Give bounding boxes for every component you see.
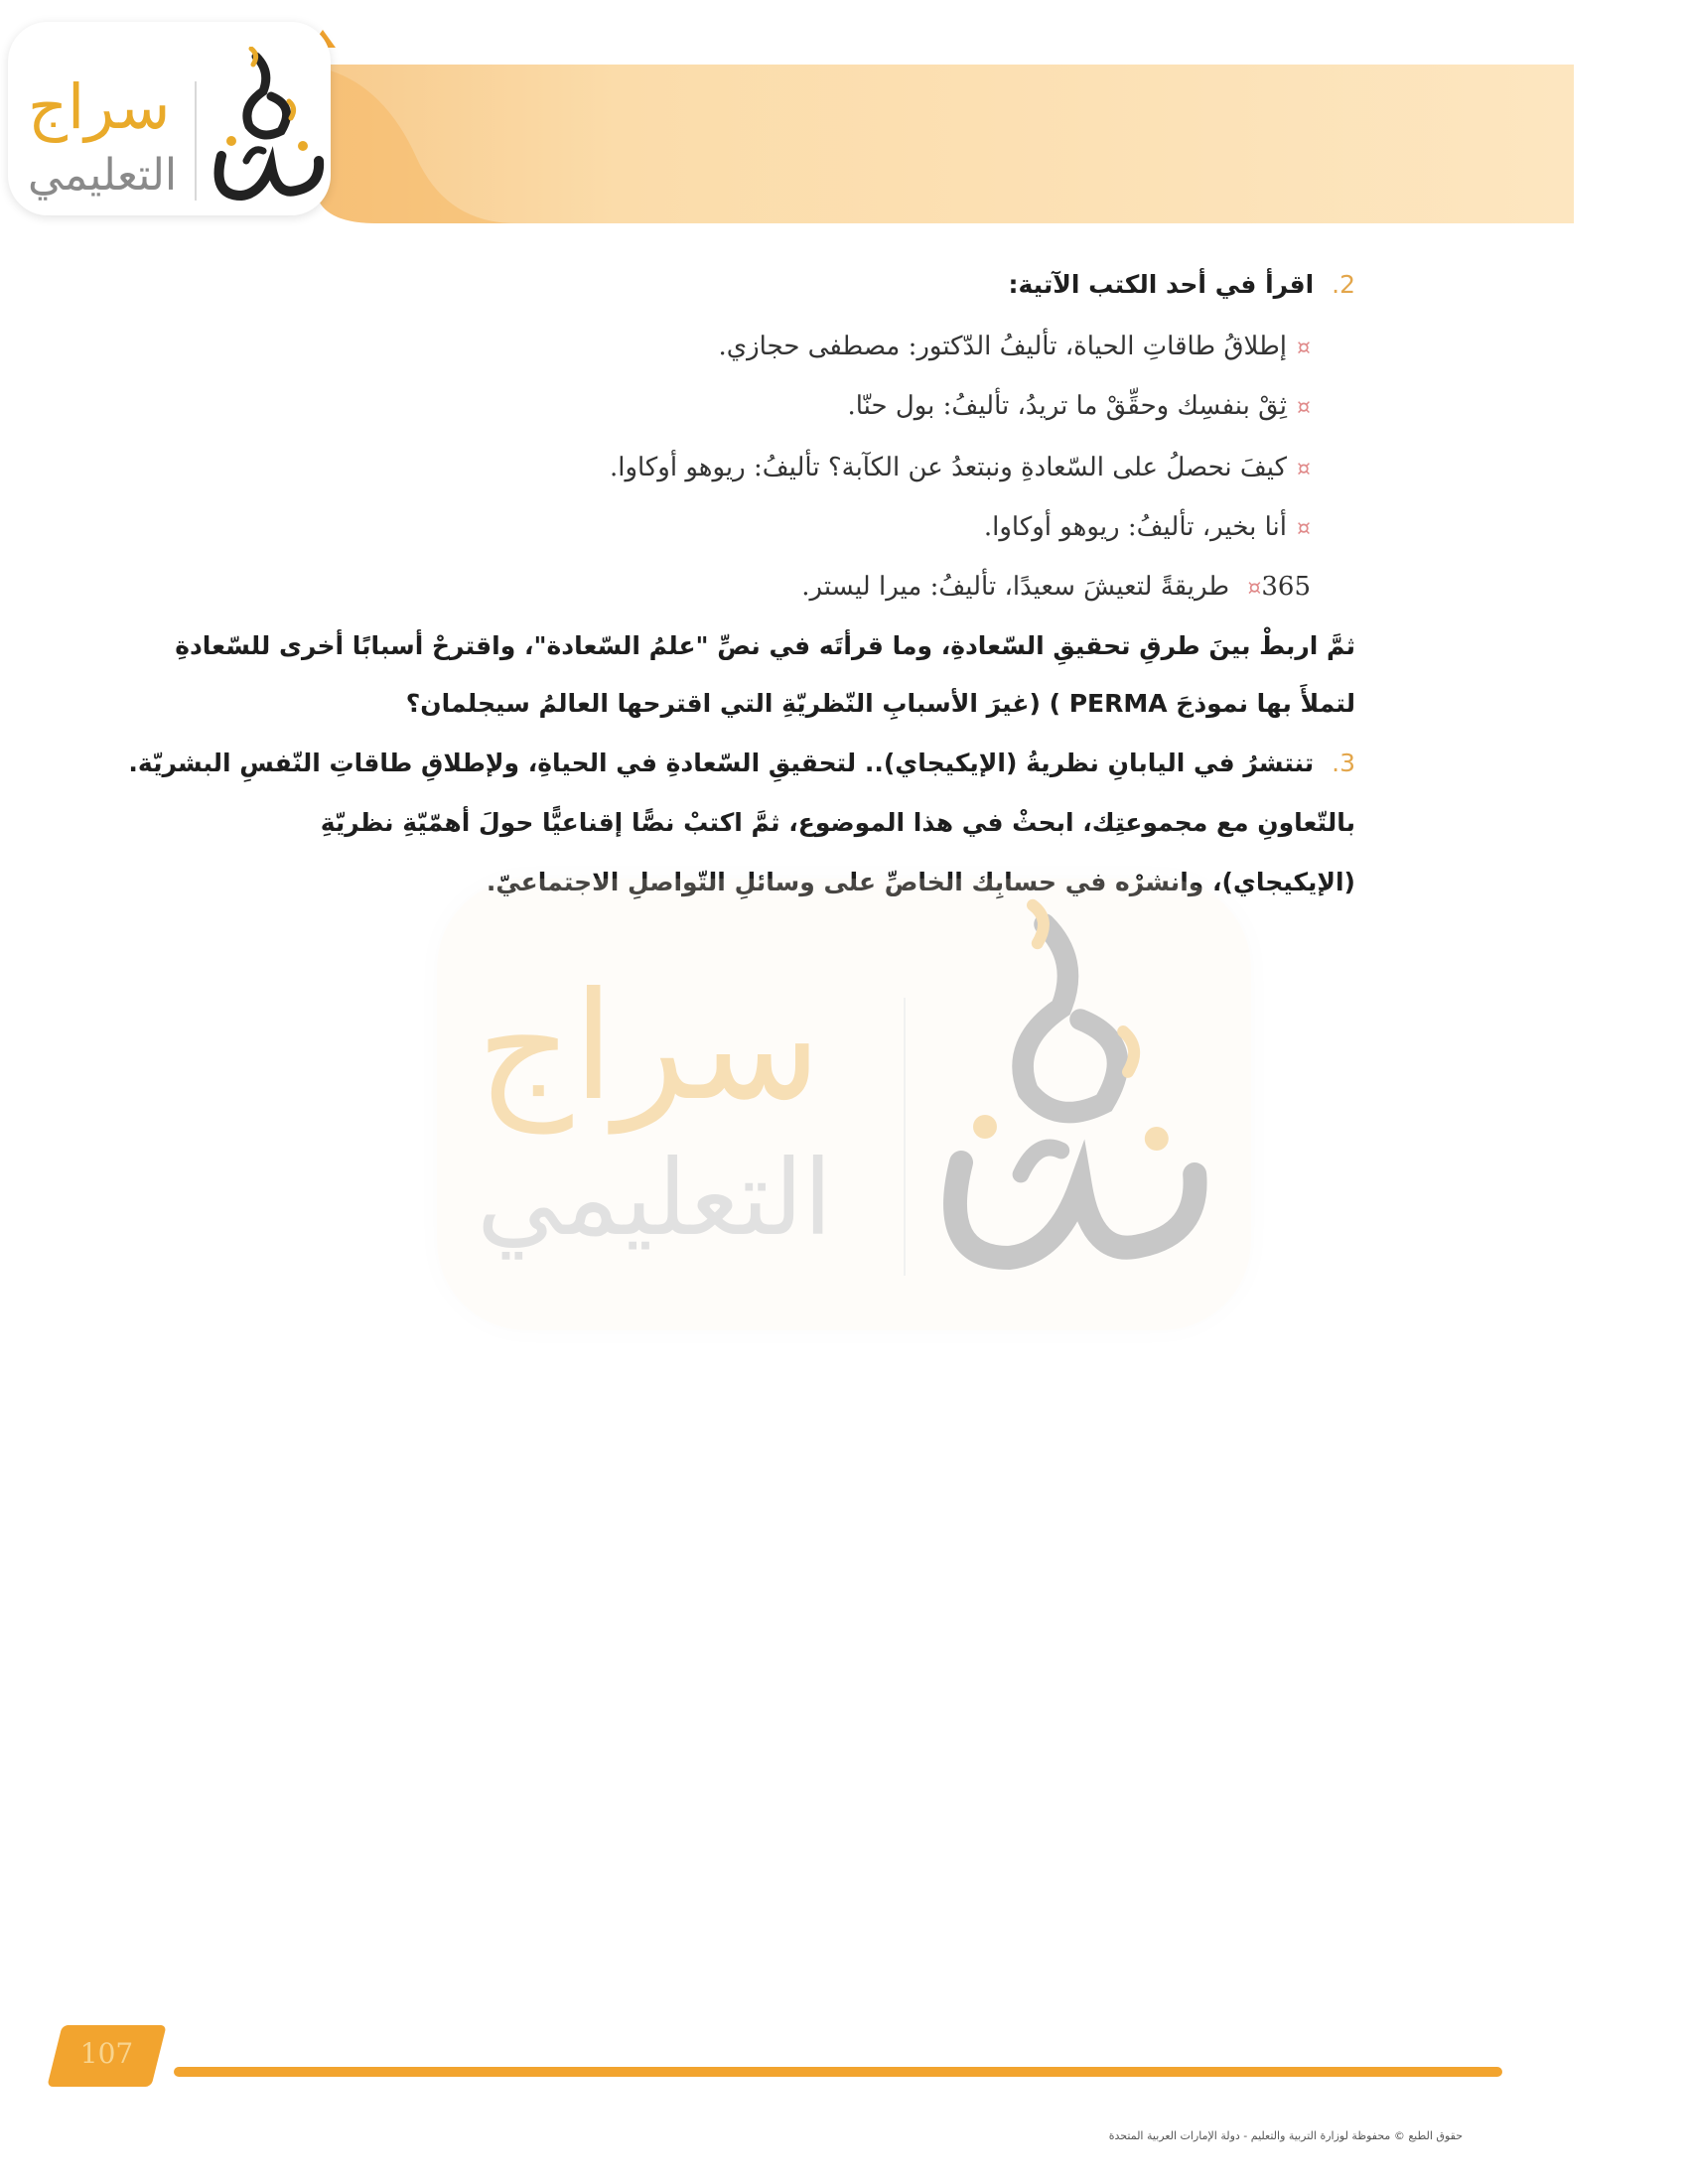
calligraphy-logo-icon [202, 47, 326, 210]
bullet-icon: ¤ [1297, 395, 1311, 420]
logo-wordmark: سراج [28, 70, 171, 143]
question-2-prompt: 2.اقرأ في أحد الكتب الآتية: [1008, 270, 1355, 299]
question-2-followup-line2: لتملأَ بها نموذجَ PERMA ) (غيرَ الأسبابِ النّظريّةِ التي اقترحها العالمُ سيجلمان؟ [405, 689, 1355, 718]
bullet-icon: ¤ [1297, 336, 1311, 360]
watermark-calligraphy-icon [914, 898, 1211, 1296]
page-number: 107 [79, 2037, 134, 2070]
logo-subtitle: التعليمي [28, 150, 178, 201]
bullet-icon: ¤ [1247, 576, 1262, 601]
watermark-wordmark: سراج [477, 961, 821, 1134]
bullet-icon: ¤ [1297, 516, 1311, 541]
watermark-divider [904, 998, 906, 1276]
book-item: ¤أنا بخير، تأليفُ: ريوهو أوكاوا. [983, 512, 1311, 542]
bullet-icon: ¤ [1297, 457, 1311, 481]
question-3-line2: بالتّعاونِ مع مجموعتِك، ابحثْ في هذا الموضوع، ثمَّ اكتبْ نصًّا إقناعيًّا حولَ أهمّيّةِ نظريّةِ [320, 808, 1355, 837]
watermark-logo [437, 879, 1251, 1330]
book-item: ¤كيفَ نحصلُ على السّعادةِ ونبتعدُ عن الكآبة؟ تأليفُ: ريوهو أوكاوا. [609, 453, 1311, 482]
book-item: ¤ثِقْ بنفسِك وحقِّقْ ما تريدُ، تأليفُ: بول حنّا. [847, 391, 1311, 421]
question-3-number: 3. [1332, 749, 1355, 777]
question-3-line1: 3.تنتشرُ في اليابانِ نظريةُ (الإيكيجاي).. لتحقيقِ السّعادةِ في الحياةِ، ولإطلاقِ طاقاتِ النّفسِ البشريّة. [128, 749, 1355, 777]
watermark-subtitle: التعليمي [477, 1138, 833, 1259]
question-2-number: 2. [1332, 270, 1355, 299]
book-item: ¤إطلاقُ طاقاتِ الحياة، تأليفُ الدّكتور: مصطفى حجازي. [718, 332, 1311, 361]
question-2-followup-line1: ثمَّ اربطْ بينَ طرقِ تحقيقِ السّعادةِ، وما قرأتَه في نصِّ "علمُ السّعادة"، واقترحْ أسبابًا أخرى للسّعادةِ [175, 631, 1355, 660]
footer-rule [174, 2067, 1502, 2077]
book-item: ¤365 طريقةً لتعيشَ سعيدًا، تأليفُ: ميرا ليستر. [801, 572, 1311, 602]
footer-rights-note: حقوق الطبع © محفوظة لوزارة التربية والتعليم - دولة الإمارات العربية المتحدة [1108, 2129, 1463, 2142]
question-3-line3: (الإيكيجاي)، وانشرْه في حسابِك الخاصِّ على وسائلِ التّواصلِ الاجتماعيّ. [486, 868, 1355, 896]
logo-card [8, 22, 331, 215]
logo-divider [195, 81, 197, 201]
